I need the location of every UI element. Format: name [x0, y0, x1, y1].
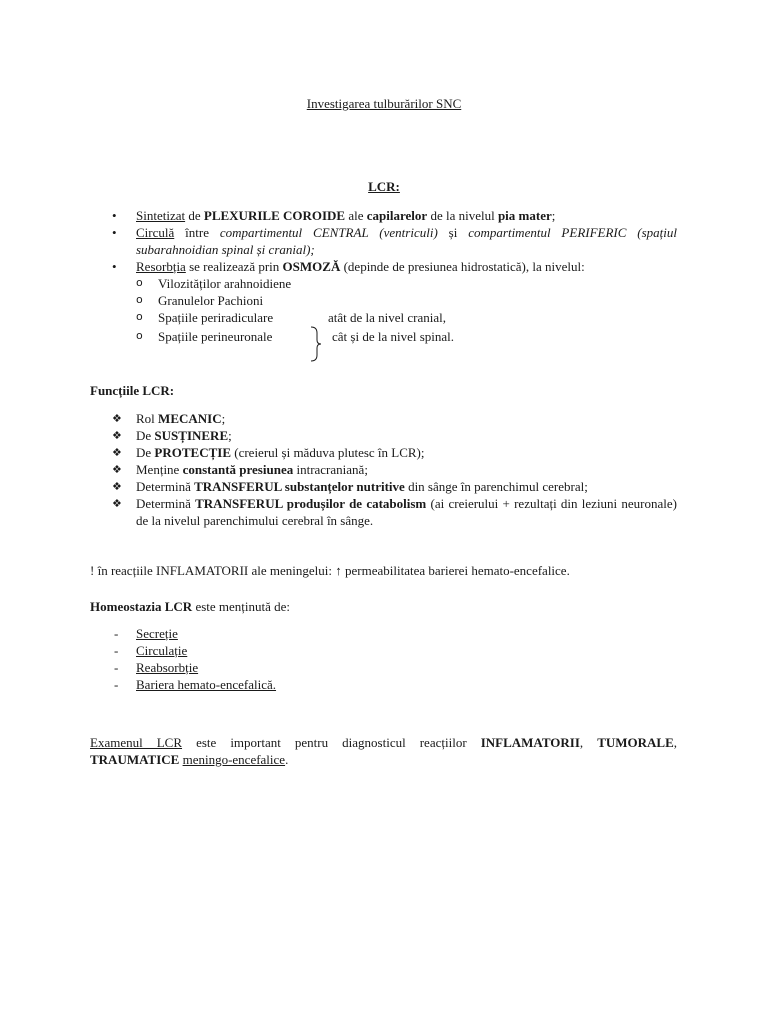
- dash-bullet-icon: -: [114, 643, 119, 658]
- dash-bullet-icon: -: [114, 660, 119, 675]
- sublist-item: o Vilozităților arahnoidiene: [136, 276, 292, 291]
- sublist-item: o Spațiile perineuronale cât și de la nivel spinal.: [136, 329, 455, 344]
- circle-bullet-icon: o: [136, 293, 143, 306]
- homeostasis-list: [114, 625, 277, 693]
- list-item: - Bariera hemato-encefalică.: [114, 677, 277, 692]
- diamond-bullet-icon: ❖: [112, 480, 122, 493]
- list-item: - Reabsorbție: [114, 660, 199, 675]
- circle-bullet-icon: o: [136, 329, 143, 342]
- bullet-icon: •: [112, 259, 117, 274]
- section-heading-functii: Funcțiile LCR:: [90, 383, 175, 398]
- functions-list: [112, 410, 677, 529]
- sublist-item: o Granulelor Pachioni: [136, 293, 264, 308]
- document-title: Investigarea tulburărilor SNC: [306, 96, 462, 111]
- resorption-sublist: [136, 275, 677, 345]
- sublist-item: o Spațiile periradiculare atât de la nivel cranial,: [136, 310, 447, 325]
- section-heading-lcr: LCR:: [368, 179, 400, 194]
- exam-paragraph: Examenul LCR este important pentru diagnosticul reacțiilor INFLAMATORII, TUMORALE, TRAUMATICE meningo-encefalice.: [90, 735, 677, 767]
- diamond-bullet-icon: ❖: [112, 412, 122, 425]
- diamond-bullet-icon: ❖: [112, 429, 122, 442]
- bullet-icon: •: [112, 208, 117, 223]
- list-item: - Secreție: [114, 626, 178, 641]
- inflammation-note: ! în reacțiile INFLAMATORII ale meningelui: ↑ permeabilitatea barierei hemato-encefalice.: [90, 563, 570, 578]
- list-item: ❖ Menține constantă presiunea intracraniană;: [112, 462, 368, 477]
- diamond-bullet-icon: ❖: [112, 497, 122, 510]
- list-item: ❖ Rol MECANIC;: [112, 411, 226, 426]
- list-item: • Circulă între compartimentul CENTRAL (ventriculi) și compartimentul PERIFERIC (spațiul subarahnoidian spinal și cranial);: [112, 225, 678, 257]
- bullet-icon: •: [112, 225, 117, 240]
- list-item: ❖ Determină TRANSFERUL produșilor de catabolism (ai creierului + rezultați din leziuni neuronale) de la nivelul parenchimului cerebral în sânge.: [112, 496, 677, 528]
- circle-bullet-icon: o: [136, 310, 143, 323]
- list-item: ❖ De PROTECȚIE (creierul și măduva plutesc în LCR);: [112, 445, 425, 460]
- curly-brace-icon: [309, 325, 325, 363]
- dash-bullet-icon: -: [114, 677, 119, 692]
- list-item: • Sintetizat de PLEXURILE COROIDE ale capilarelor de la nivelul pia mater;: [112, 208, 556, 223]
- circle-bullet-icon: o: [136, 276, 143, 289]
- list-item: • Resorbția se realizează prin OSMOZĂ (depinde de presiunea hidrostatică), la nivelul: o Vilozităților arahnoidiene o Granulelor Pachioni o Spațiile periradiculare atât de la nivel cranial, o Spațiile perineuronale cât și de la nivel spinal.: [136, 258, 677, 345]
- diamond-bullet-icon: ❖: [112, 463, 122, 476]
- list-item: ❖ De SUSȚINERE;: [112, 428, 232, 443]
- lcr-bullet-list: [112, 207, 678, 345]
- dash-bullet-icon: -: [114, 626, 119, 641]
- homeostasis-heading: Homeostazia LCR este menținută de:: [90, 599, 291, 614]
- diamond-bullet-icon: ❖: [112, 446, 122, 459]
- list-item: ❖ Determină TRANSFERUL substanțelor nutritive din sânge în parenchimul cerebral;: [112, 479, 588, 494]
- list-item: - Circulație: [114, 643, 188, 658]
